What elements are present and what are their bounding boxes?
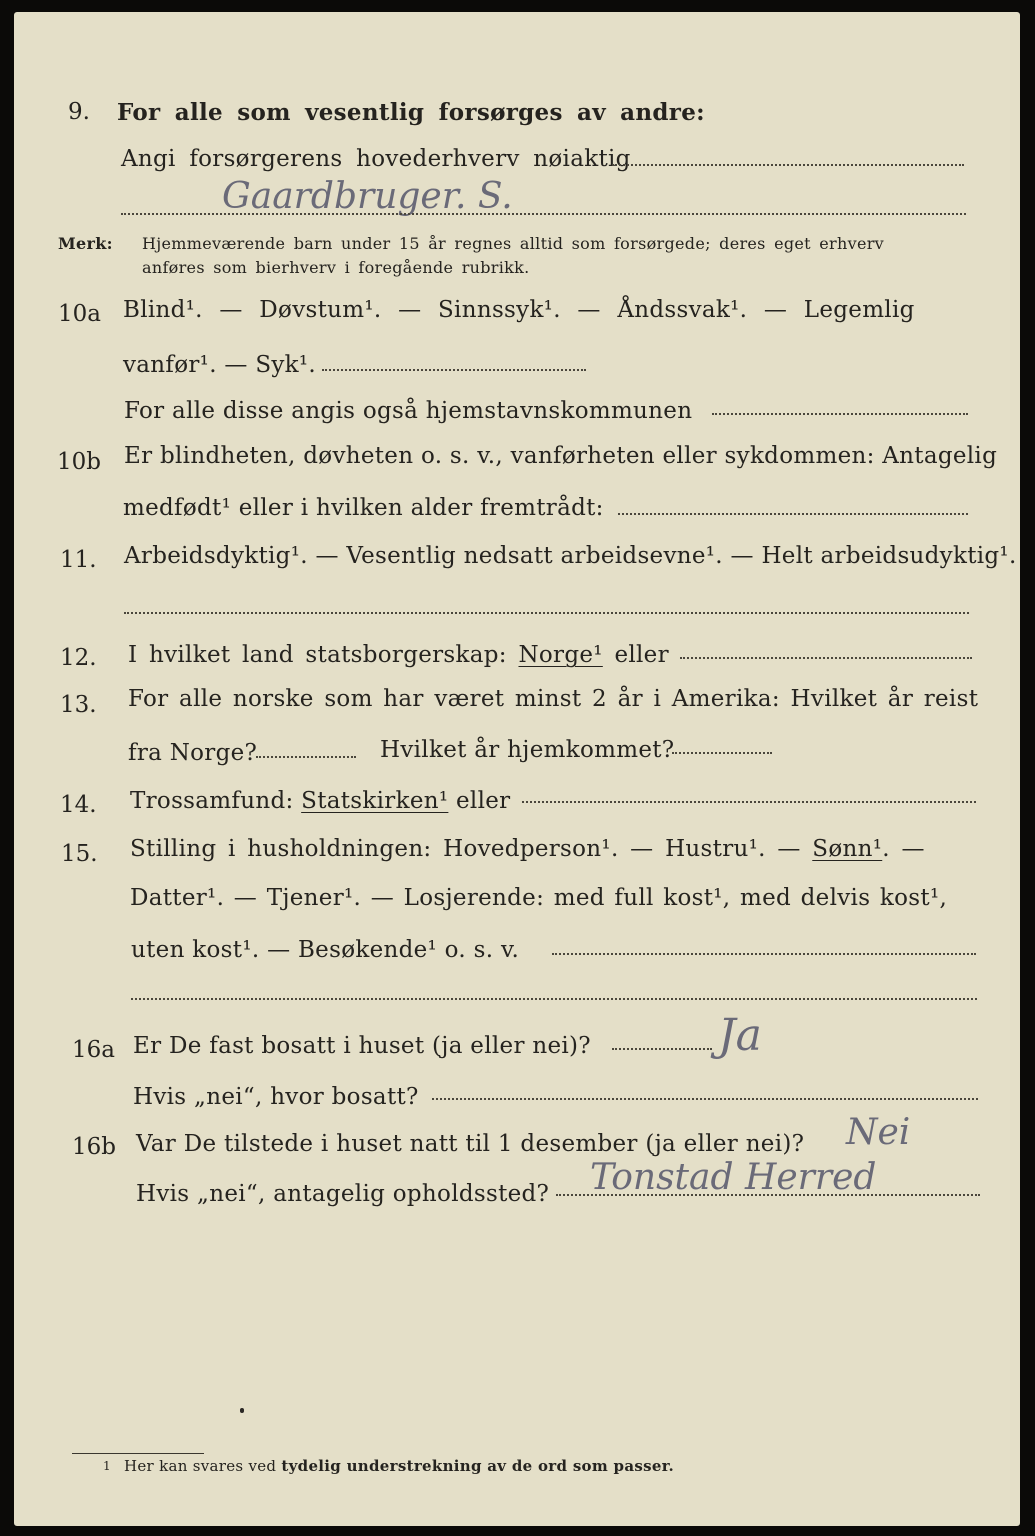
q13-line2-a: fra Norge? — [128, 740, 258, 766]
merk-line2: anføres som bierhverv i foregående rubrikk. — [142, 258, 530, 277]
q11-number: 11. — [60, 547, 97, 573]
q10a-line3: For alle disse angis også hjemstavnskommunen — [124, 398, 693, 424]
footnote-plain: Her kan svares ved — [124, 1457, 277, 1475]
q16a-line2: Hvis „nei“, hvor bosatt? — [133, 1084, 419, 1110]
q15-line1-text: Stilling i husholdningen: Hovedperson¹. — Hustru¹. — — [130, 836, 801, 862]
q15-sonn-underlined: Sønn¹ — [812, 836, 883, 862]
q15-extra-dots — [131, 998, 977, 1000]
q13-number: 13. — [60, 692, 97, 718]
q12-line — [128, 642, 669, 668]
q11-line1: Arbeidsdyktig¹. — Vesentlig nedsatt arbeidsevne¹. — Helt arbeidsudyktig¹. — [124, 543, 1017, 569]
q10a-line2: vanfør¹. — Syk¹. — [123, 352, 317, 378]
q15-line1-tail: . — — [882, 836, 925, 862]
q16a-line1-dots — [612, 1048, 712, 1050]
q12-text: I hvilket land statsborgerskap: — [128, 642, 507, 668]
q10b-line1: Er blindheten, døvheten o. s. v., vanførheten eller sykdommen: Antagelig — [124, 443, 998, 469]
q9-line1: For alle som vesentlig forsørges av andre: — [117, 99, 705, 126]
q14-dots — [522, 801, 976, 803]
q12-number: 12. — [60, 645, 97, 671]
q10a-number: 10a — [58, 301, 101, 327]
q9-number: 9. — [68, 99, 90, 125]
q10b-line2: medfødt¹ eller i hvilken alder fremtrådt: — [123, 495, 604, 521]
q16b-line2: Hvis „nei“, antagelig opholdssted? — [136, 1181, 550, 1207]
footnote-mark: 1 — [103, 1459, 111, 1473]
q15-line3-dots — [552, 953, 976, 955]
q14-line — [130, 788, 510, 814]
q12-eller: eller — [614, 642, 669, 668]
q10a-line2-dots — [322, 369, 586, 371]
q10a-line1: Blind¹. — Døvstum¹. — Sinnssyk¹. — Åndssvak¹. — Legemlig — [123, 297, 915, 323]
q9-answer-dots — [121, 213, 966, 215]
q10a-line3-dots — [712, 413, 968, 415]
footnote-text — [124, 1457, 674, 1475]
q16a-number: 16a — [72, 1037, 115, 1063]
q16a-line2-dots — [432, 1098, 978, 1100]
q10b-number: 10b — [57, 449, 101, 475]
q14-text: Trossamfund: — [130, 788, 294, 814]
q12-norge-underlined: Norge¹ — [518, 642, 603, 668]
q16b-answer1-handwritten: Nei — [846, 1112, 911, 1153]
q13-line2-b: Hvilket år hjemkommet? — [380, 737, 675, 763]
q13-line2-b-dots — [672, 752, 772, 754]
q15-line3: uten kost¹. — Besøkende¹ o. s. v. — [131, 937, 520, 963]
q14-eller: eller — [456, 788, 511, 814]
q16a-answer-handwritten: Ja — [718, 1010, 762, 1061]
merk-label: Merk: — [58, 234, 113, 253]
q16b-line1: Var De tilstede i huset natt til 1 desember (ja eller nei)? — [136, 1131, 805, 1157]
q15-line2: Datter¹. — Tjener¹. — Losjerende: med full kost¹, med delvis kost¹, — [130, 885, 948, 911]
q16a-line1: Er De fast bosatt i huset (ja eller nei)? — [133, 1033, 591, 1059]
q15-line1 — [130, 836, 925, 862]
q14-number: 14. — [60, 792, 97, 818]
ink-dot — [240, 1408, 244, 1413]
q9-line2: Angi forsørgerens hovederhverv nøiaktig — [121, 146, 631, 172]
q15-number: 15. — [61, 841, 98, 867]
footnote-bold: tydelig understrekning av de ord som passer. — [281, 1457, 675, 1475]
q11-dots — [124, 612, 969, 614]
footnote-rule — [72, 1453, 204, 1454]
q16b-number: 16b — [72, 1134, 116, 1160]
q13-line2-a-dots — [256, 756, 356, 758]
q14-statskirken-underlined: Statskirken¹ — [301, 788, 449, 814]
q13-line1: For alle norske som har været minst 2 år i Amerika: Hvilket år reist — [128, 686, 979, 712]
q9-line2-dots — [612, 164, 964, 166]
merk-line1: Hjemmeværende barn under 15 år regnes alltid som forsørgede; deres eget erhverv — [142, 234, 884, 253]
q12-dots — [680, 657, 972, 659]
q10b-line2-dots — [618, 513, 968, 515]
q9-answer-handwritten: Gaardbruger. S. — [222, 176, 513, 217]
q16b-answer2-handwritten: Tonstad Herred — [590, 1157, 877, 1198]
